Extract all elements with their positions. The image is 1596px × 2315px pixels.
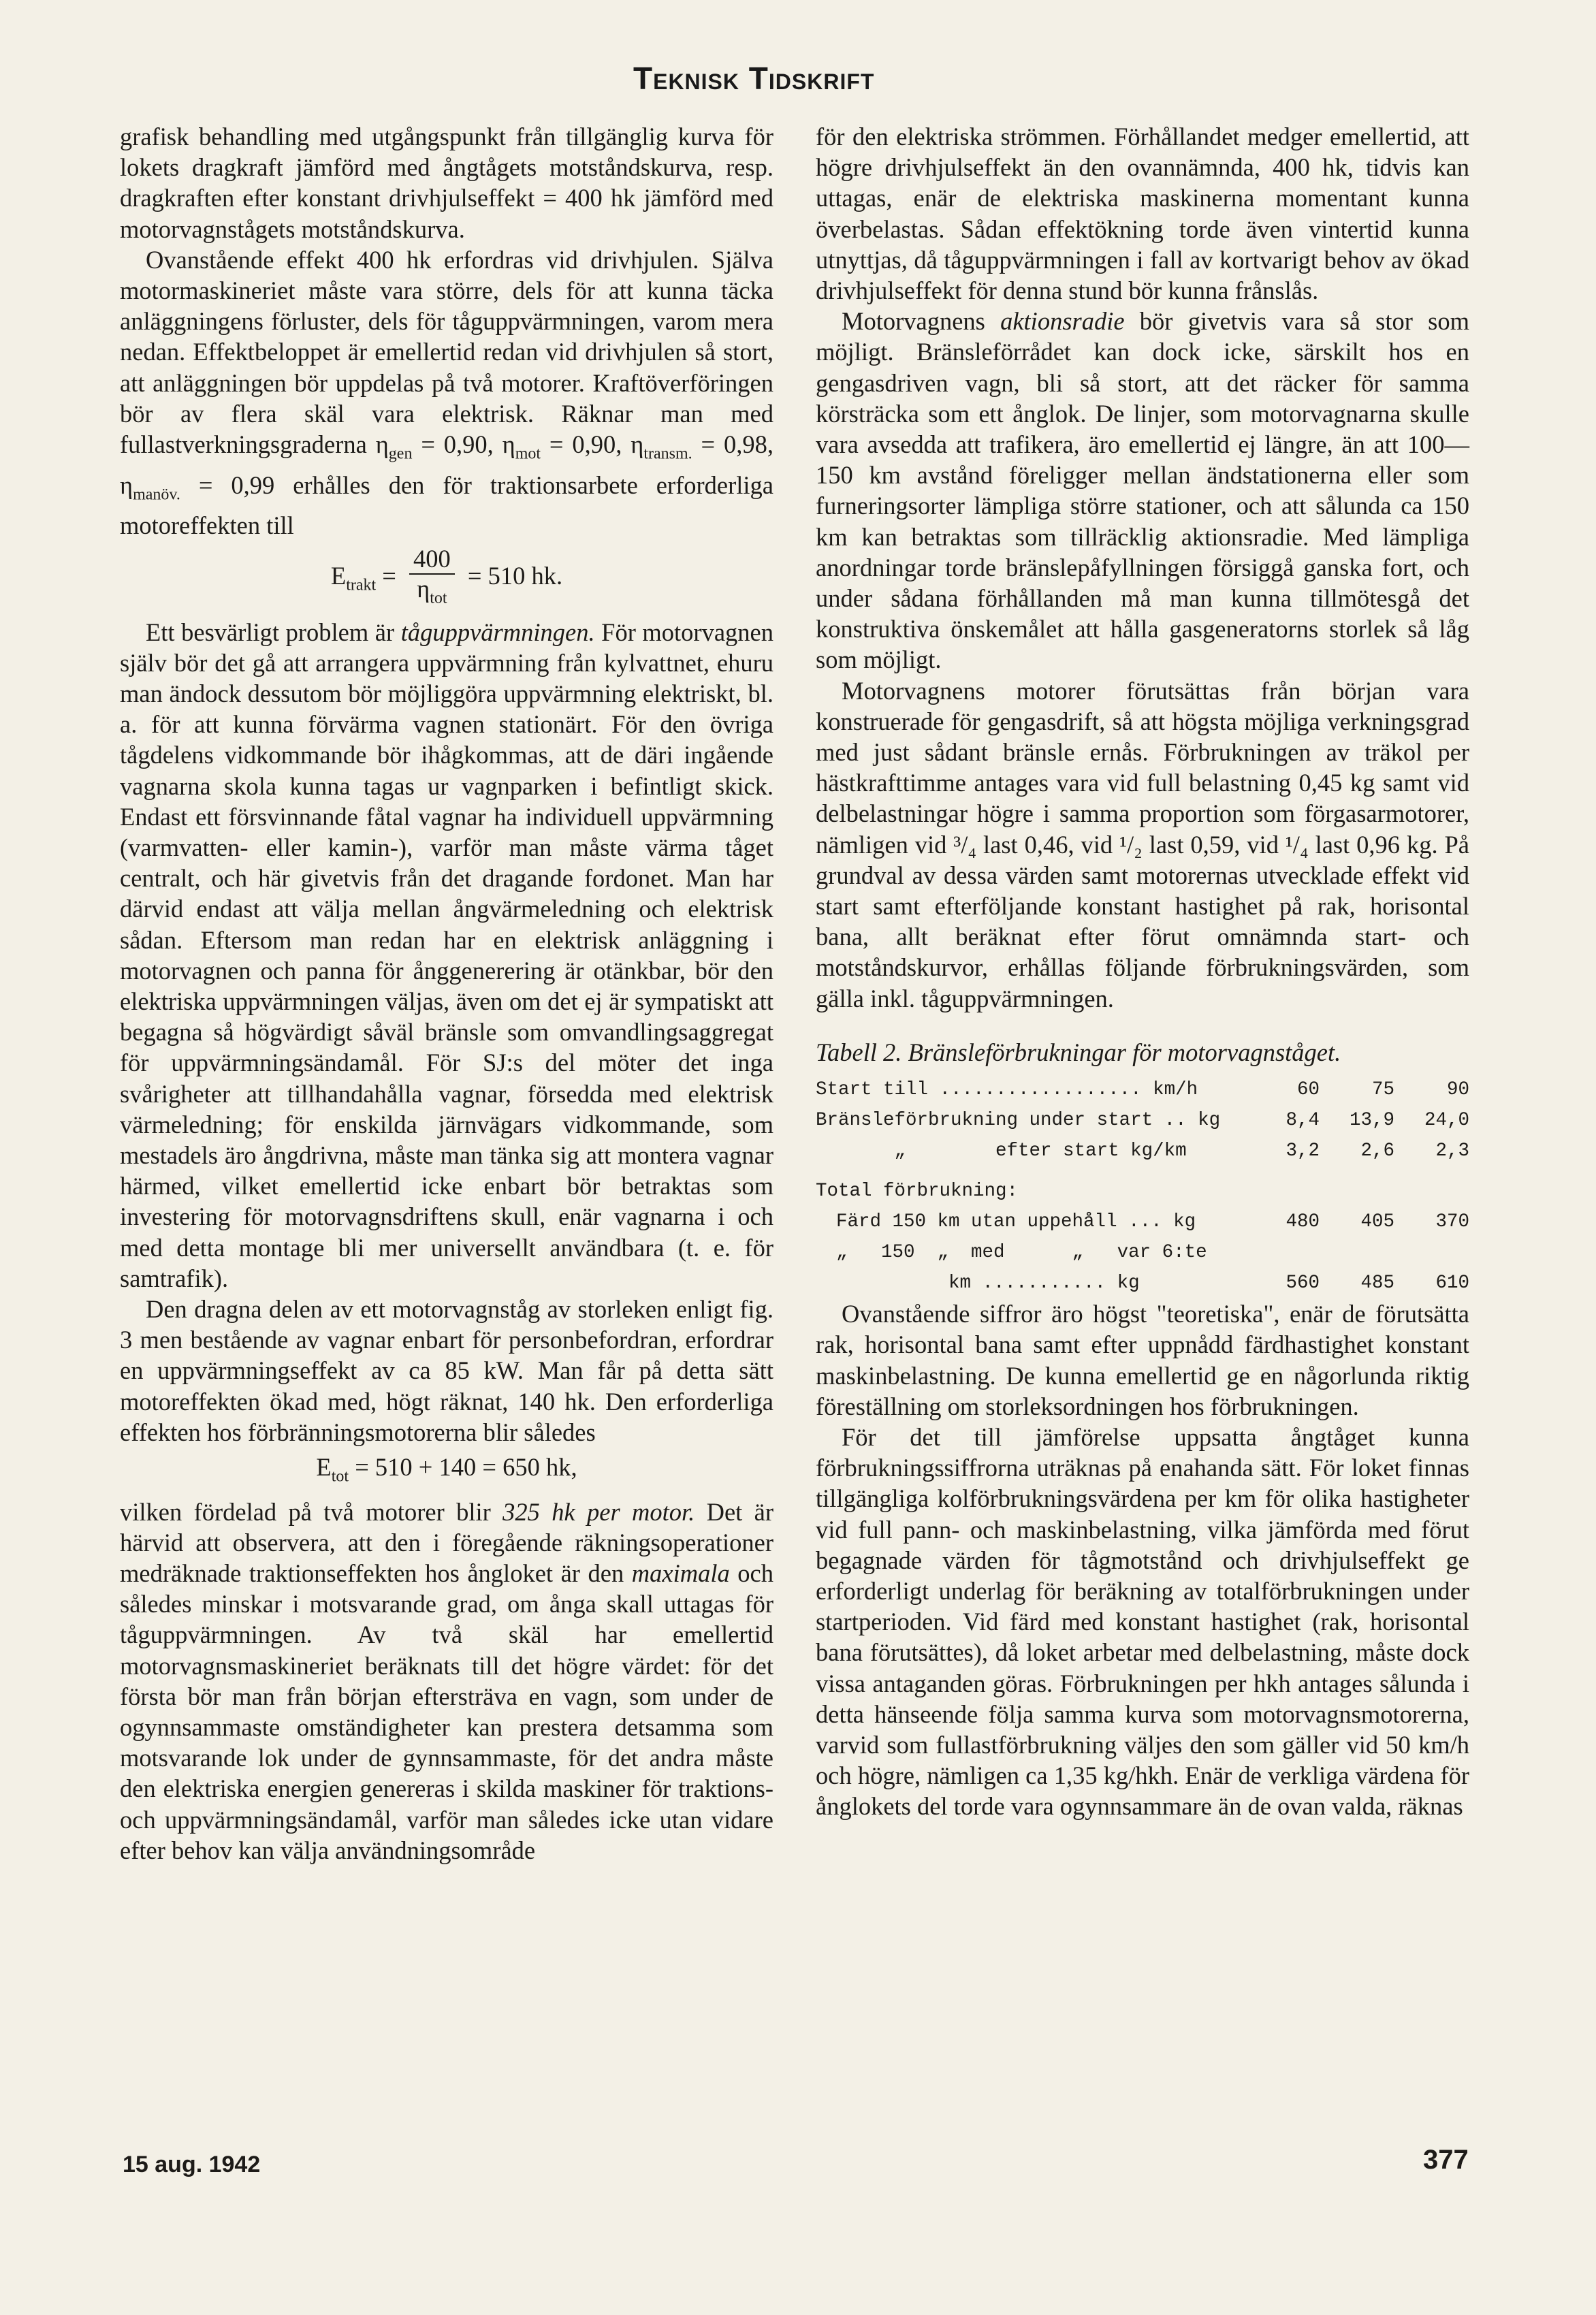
row-value — [1245, 1237, 1320, 1268]
row-value — [1394, 1237, 1469, 1268]
left-paragraph-5: vilken fördelad på två motorer blir 325 hk per motor. Det är härvid att observera, att den i föregående räkningsoperationer medräknade traktionseffekten hos ångloket är den maximala och således minskar i motsvarande grad, om ånga skall uttagas för tåguppvärmningen. Av två skäl har emellertid motorvagnsmaskineriet beräknats till det högre värdet: för det första bör man från början eftersträva en vagn, som under de ogynnsammaste omständigheter kan prestera detsamma som motsvarande lok under de gynnsammaste, för det andra måste den elektriska energien genereras i skilda maskiner för traktions- och uppvärmningsändamål, varför man således icke utan vidare efter behov kan välja användningsområde — [120, 1497, 774, 1864]
left-paragraph-4: Den dragna delen av ett motorvagnståg av storleken enligt fig. 3 men bestående av vagnar enbart för personbefordran, erfordrar en uppvärmningseffekt av ca 85 kW. Man får på detta sätt motoreffekten ökad med, högt räknat, 140 hk. Den erforderliga effekten hos förbränningsmotorerna blir således — [120, 1295, 773, 1446]
left-paragraph-3: Ett besvärligt problem är tåguppvärmningen. För motorvagnen själv bör det gå att arrangera uppvärmning från kylvattnet, ehuru man ändock dessutom bör möjliggöra uppvärmning elektriskt, bl. a. för att kunna förvärma vagnen stationärt. För den övriga tågdelens vidkommande bör ihågkommas, att de däri ingående vagnarna skola kunna tagas ur vagnparken i befintligt skick. Endast ett försvinnande fåtal vagnar ha individuell uppvärmning (varmvatten- eller kamin-), varför man måste värma tåget centralt, och här givetvis från det dragande fordonet. Man har därvid endast att välja mellan ångvärmeledning och elektrisk sådan. Eftersom man redan har en elektrisk anläggning i motorvagnen och panna för ånggenerering är otänkbar, bör den elektriska uppvärmningen väljas, även om det ej är sympatiskt att begagna så högvärdigt såväl bränsle som omvandlingsaggregat för uppvärmningsändamål. För SJ:s del möter det inga svårigheter att tillhandahålla vagnar, försedda med elektrisk värmeledning; för enskilda järnvägars vidkommande, som mestadels äro ångdrivna, måste man tänka sig att montera vagnar härmed, vilket emellertid icke enbart bör betraktas som investering för motorvagnsdriftens skull, enär vagnarna i och med detta montage bli mer universellt användbara (t. e. för samtrafik). — [120, 618, 773, 1292]
row-value: 480 — [1286, 1211, 1320, 1233]
fuel-consumption-table — [816, 1074, 1469, 1298]
formula-traction-effect: $E_{trakt}$ = $\frac{400}{\eta_{tot}}$ = 510 hk. — [120, 545, 773, 612]
table-caption: Tabell 2. Bränsleförbrukningar för motorvagnståget. — [816, 1038, 1341, 1066]
right-paragraph-3: Motorvagnens motorer förutsättas från början vara konstruerade för gengasdrift, så att högsta möjliga verkningsgrad med just sådant bränsle ernås. Förbrukningen av träkol per hästkrafttimme antages vara vid full belastning 0,45 kg samt vid delbelastningar högre i samma proportion som förgasarmotorer, nämligen vid ³/₄ last 0,46, vid ¹/₂ last 0,59, vid ¹/₄ last 0,96 kg. På grundval av dessa värden samt motorernas utvecklade effekt vid start samt efterföljande konstant hastighet på rak, horisontal bana, allt beräknat efter förut omnämnda start- och motståndskurvor, erhållas följande förbrukningsvärden, som gälla inkl. tåguppvärmningen. — [816, 676, 1469, 1012]
row-value: 75 — [1371, 1079, 1394, 1101]
row-value: 560 — [1286, 1273, 1320, 1294]
right-column — [816, 121, 1469, 1822]
row-value: 90 — [1446, 1079, 1469, 1101]
row-label: Start till .................. km/h — [816, 1079, 1198, 1101]
table-row — [816, 1268, 1469, 1298]
table-spacer — [816, 1166, 1469, 1176]
row-value: 13,9 — [1349, 1110, 1394, 1132]
page-number: 377 — [1423, 2145, 1469, 2175]
row-label: km ........... kg — [836, 1273, 1140, 1294]
row-value: 60 — [1296, 1079, 1320, 1101]
row-value: 8,4 — [1286, 1110, 1320, 1132]
table-row — [816, 1176, 1469, 1207]
table-row — [816, 1237, 1469, 1268]
row-value: 370 — [1435, 1211, 1469, 1233]
left-column — [120, 121, 773, 1866]
table-row — [816, 1105, 1469, 1136]
row-value: 2,6 — [1360, 1140, 1394, 1162]
total-label: Total förbrukning: — [816, 1181, 1019, 1202]
left-paragraph-2: Ovanstående effekt 400 hk erfordras vid drivhjulen. Själva motormaskineriet måste vara större, dels för att kunna täcka anläggningens förluster, dels för tåguppvärmningen, varom mera nedan. Effektbeloppet är emellertid redan vid drivhjulen så stort, att anläggningen bör uppdelas på två motorer. Kraftöverföringen bör av flera skäl vara elektrisk. Räknar man med fullastverkningsgraderna $\eta_{gen} = 0,90$, $\eta_{mot} = 0,90$, $\eta_{transm.} = 0,98$, $\eta_{manöv.} = 0,99$ erhålles den för traktionsarbete erforderliga motoreffekten till — [120, 245, 773, 540]
table-row — [816, 1074, 1469, 1105]
left-paragraph-1: grafisk behandling med utgångspunkt från tillgänglig kurva för lokets dragkraft jämförd med ångtågets motståndskurva, resp. dragkraften efter konstant drivhjulseffekt = 400 hk jämförd med motorvagnstågets motståndskurva. — [120, 123, 773, 243]
row-value: 610 — [1435, 1273, 1469, 1294]
row-label: „ efter start kg/km — [816, 1140, 1187, 1162]
right-paragraph-2: Motorvagnens aktionsradie bör givetvis vara så stor som möjligt. Bränsleförrådet kan dock icke, särskilt hos en gengasdriven vagn, bli så stort, att det räcker för samma körsträcka som ett ånglok. De linjer, som motorvagnarna skulle vara avsedda att trafikera, äro emellertid ej längre, än att 100—150 km avstånd föreligger mellan ändstationerna eller som furneringsorter lämpliga större stationer, och att sålunda ca 150 km kan betraktas som tillräcklig aktionsradie. Med lämpliga anordningar torde bränslepåfyllningen försiggå ganska fort, och under sådana förhållanden må man kunna tillmötesgå det konstruktiva önskemålet att hålla gasgeneratorns storlek så låg som möjligt. — [816, 307, 1469, 674]
row-value: 2,3 — [1435, 1140, 1469, 1162]
row-value: 485 — [1360, 1273, 1394, 1294]
row-value — [1320, 1237, 1394, 1268]
row-value: 24,0 — [1424, 1110, 1469, 1132]
row-value: 405 — [1360, 1211, 1394, 1233]
right-paragraph-1: för den elektriska strömmen. Förhållandet medger emellertid, att högre drivhjulseffekt än den ovannämnda, 400 hk, tidvis kan uttagas, enär de elektriska maskinerna momentant kunna överbelastas. Sådan effektökning torde även vintertid kunna utnyttjas, då tåguppvärmningen i fall av kortvarigt behov av ökad drivhjulseffekt för denna stund bör kunna frånslås. — [816, 123, 1469, 305]
fraction: $\frac{400}{\eta_{tot}}$ — [409, 545, 455, 612]
row-value: 3,2 — [1286, 1140, 1320, 1162]
row-label: Bränsleförbrukning under start .. kg — [816, 1110, 1221, 1132]
table-row — [816, 1207, 1469, 1237]
journal-masthead: Teknisk Tidskrift — [633, 61, 875, 96]
table-row — [816, 1136, 1469, 1166]
right-paragraph-4: Ovanstående siffror äro högst "teoretiska", enär de förutsätta rak, horisontal bana samt efter uppnådd färdhastighet konstant maskinbelastning. De kunna emellertid ge en någorlunda riktig föreställning om storleksordningen hos förbrukningen. — [816, 1300, 1469, 1420]
issue-date: 15 aug. 1942 — [123, 2152, 261, 2177]
row-label: Färd 150 km utan uppehåll ... kg — [836, 1211, 1196, 1233]
row-label: „ 150 „ med „ var 6:te — [836, 1242, 1207, 1264]
formula-total-effect: $E_{tot} = 510 + 140 = 650$ hk, — [316, 1453, 577, 1486]
right-paragraph-5: För det till jämförelse uppsatta ångtåget kunna förbrukningssiffrorna uträknas på enahanda sätt. För loket finnas tillgängliga kolförbrukningsvärdena per km för olika hastigheter vid full pann- och maskinbelastning, vilka jämförda med förut begagnade värden för tågmotstånd och drivhjulseffekt ge erforderligt underlag för beräkning av totalförbrukningen under startperioden. Vid färd med konstant hastighet (rak, horisontal bana förutsättes), då loket arbetar med delbelastning, måste dock vissa antaganden göras. Förbrukningen per hkh antages sålunda i detta hänseende följa samma kurva som motorvagnsmotorerna, varvid som fullastförbrukning väljes den som gäller vid 50 km/h och högre, nämligen ca 1,35 kg/hkh. Enär de verkliga värdena för ånglokets del torde vara ogynnsammare än de ovan valda, räknas — [816, 1422, 1469, 1821]
